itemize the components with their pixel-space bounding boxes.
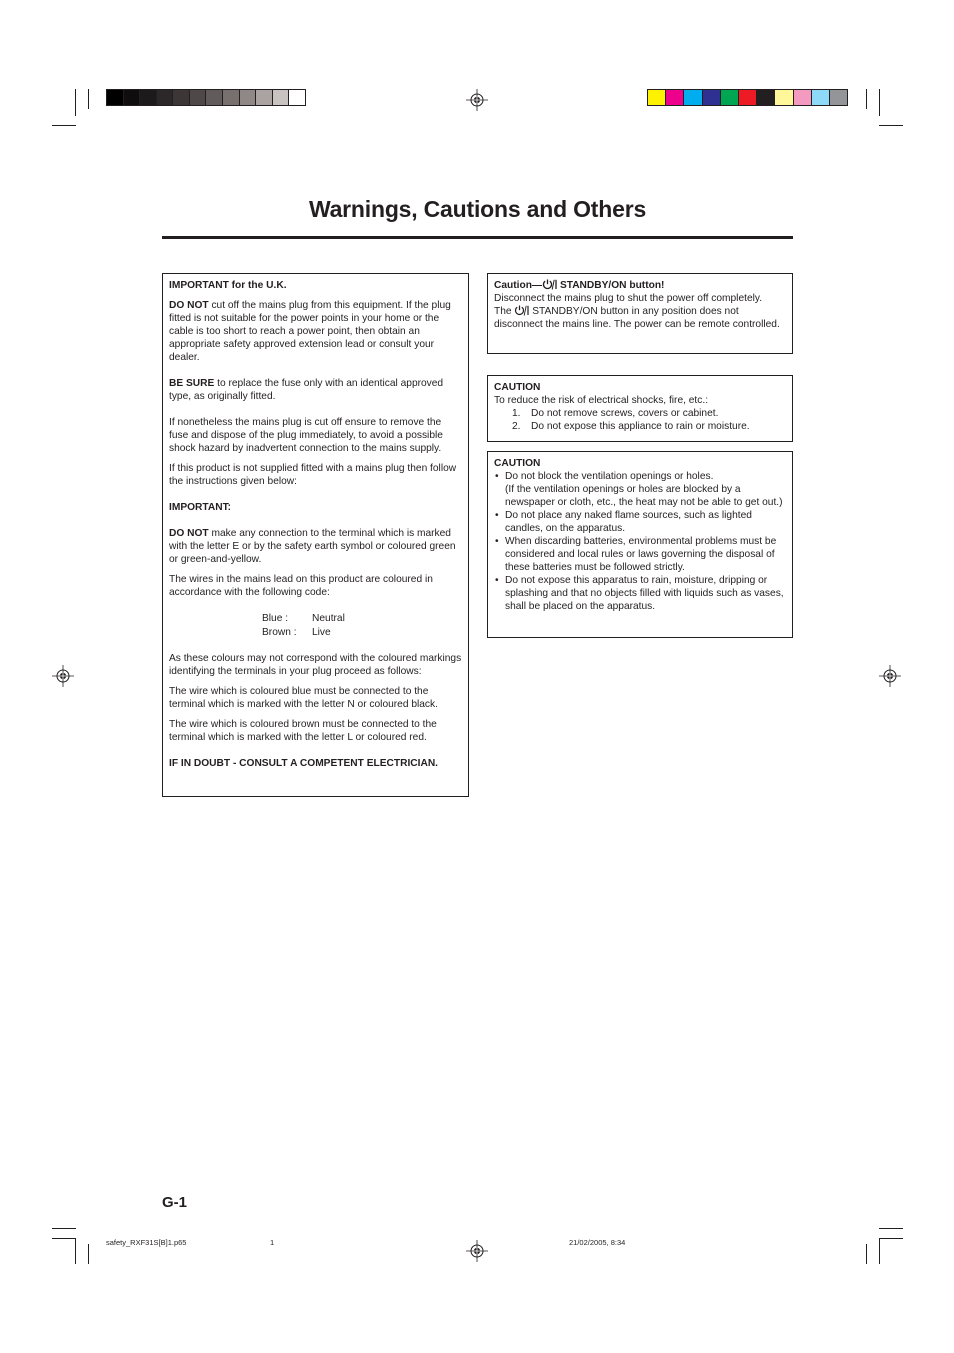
- crop-mark: [75, 1238, 76, 1264]
- uk-paragraph: The wire which is coloured brown must be connected to the terminal which is marked with the letter L or coloured red.: [169, 719, 437, 743]
- crop-mark: [52, 1238, 76, 1239]
- uk-doubt-warning: IF IN DOUBT - CONSULT A COMPETENT ELECTRICIAN.: [169, 758, 439, 769]
- footer-datetime: 21/02/2005, 8:34: [569, 1238, 626, 1247]
- crop-mark: [866, 1244, 867, 1264]
- color-swatch: [172, 90, 189, 105]
- color-swatch: [720, 90, 738, 105]
- standby-power-icon: [542, 279, 557, 290]
- list-item: • Do not place any naked flame sources, such as lighted candles, on the apparatus.: [494, 509, 786, 535]
- color-swatch: [272, 90, 289, 105]
- footer-filename: safety_RXF31S[B]1.p65: [106, 1238, 187, 1247]
- uk-paragraph: If this product is not supplied fitted with a mains plug then follow the instructions given below:: [169, 463, 457, 487]
- standby-heading: Caution— STANDBY/ON button!: [494, 280, 665, 291]
- color-swatch: [683, 90, 701, 105]
- uk-paragraph: DO NOT cut off the mains plug from this equipment. If the plug fitted is not suitable for the power points in your home or the cable is too short to reach a power point, then obtain an appropriate safety approved extension lead or consult your dealer.: [169, 300, 451, 363]
- crop-mark: [52, 1228, 76, 1229]
- caution-heading: CAUTION: [494, 458, 541, 469]
- page-number: G-1: [162, 1194, 188, 1211]
- footer-sheet: 1: [270, 1238, 275, 1247]
- grayscale-bar: [106, 89, 306, 106]
- color-swatch: [239, 90, 256, 105]
- color-swatch: [123, 90, 140, 105]
- caution-box-shock: [487, 375, 793, 442]
- crop-mark: [866, 89, 867, 109]
- list-item: 1. Do not remove screws, covers or cabinet.: [512, 408, 719, 419]
- registration-mark-icon: [879, 665, 901, 687]
- crop-mark: [879, 1238, 903, 1239]
- registration-mark-icon: [466, 1240, 488, 1262]
- uk-heading: IMPORTANT for the U.K.: [169, 280, 287, 291]
- uk-paragraph: As these colours may not correspond with the coloured markings identifying the terminals in your plug proceed as follows:: [169, 653, 462, 677]
- color-swatch: [738, 90, 756, 105]
- caution-box-ventilation: [487, 451, 793, 638]
- color-swatch: [139, 90, 156, 105]
- list-item: • Do not block the ventilation openings or holes. (If the ventilation openings or holes are blocked by a newspaper or cloth, etc., the heat may not be able to get out.): [494, 470, 786, 509]
- color-swatch: [107, 90, 123, 105]
- standby-power-icon: [514, 305, 529, 316]
- list-item: • When discarding batteries, environmental problems must be considered and local rules or laws governing the disposal of these batteries must be followed strictly.: [494, 535, 786, 574]
- list-item: • Do not expose this apparatus to rain, moisture, dripping or splashing and that no objects filled with liquids such as vases, shall be placed on the apparatus.: [494, 574, 786, 613]
- uk-paragraph: The wire which is coloured blue must be connected to the terminal which is marked with the letter N or coloured black.: [169, 686, 438, 710]
- color-swatch: [665, 90, 683, 105]
- standby-text: The STANDBY/ON button in any position does not disconnect the mains line. The power can be remote controlled.: [494, 306, 780, 330]
- color-swatch: [222, 90, 239, 105]
- color-swatch: [756, 90, 774, 105]
- wire-colour-codes: [262, 612, 462, 639]
- crop-mark: [879, 1238, 880, 1264]
- list-item: 2. Do not expose this appliance to rain or moisture.: [512, 421, 750, 432]
- crop-mark: [879, 1228, 903, 1229]
- crop-mark: [879, 125, 903, 126]
- uk-paragraph: BE SURE to replace the fuse only with an identical approved type, as originally fitted.: [169, 378, 444, 402]
- wire-code-row: Brown : Live: [262, 627, 331, 638]
- standby-caution-box: [487, 273, 793, 354]
- caution-intro: To reduce the risk of electrical shocks, fire, etc.:: [494, 395, 709, 406]
- uk-paragraph: The wires in the mains lead on this product are coloured in accordance with the following code:: [169, 574, 433, 598]
- color-swatch: [205, 90, 222, 105]
- page-title: Warnings, Cautions and Others: [308, 196, 647, 222]
- uk-important-heading: IMPORTANT:: [169, 502, 232, 513]
- uk-paragraph: If nonetheless the mains plug is cut off ensure to remove the fuse and dispose of the plug immediately, to avoid a possible shock hazard by inadvertent connection to the mains supply.: [169, 417, 443, 454]
- crop-mark: [88, 1244, 89, 1264]
- uk-paragraph: DO NOT make any connection to the terminal which is marked with the letter E or by the safety earth symbol or coloured green or green-and-yellow.: [169, 528, 456, 565]
- color-swatch: [811, 90, 829, 105]
- color-swatch: [189, 90, 206, 105]
- color-swatch: [774, 90, 792, 105]
- uk-safety-box: [162, 273, 469, 797]
- caution-heading: CAUTION: [494, 382, 541, 393]
- crop-mark: [879, 89, 880, 116]
- color-swatch: [255, 90, 272, 105]
- color-bar: [647, 89, 848, 106]
- color-swatch: [648, 90, 665, 105]
- registration-mark-icon: [466, 89, 488, 111]
- standby-text: Disconnect the mains plug to shut the power off completely.: [494, 293, 763, 304]
- caution-bullet-list: [494, 470, 786, 613]
- title-rule: [162, 236, 793, 239]
- crop-mark: [52, 125, 76, 126]
- color-swatch: [829, 90, 847, 105]
- color-swatch: [793, 90, 811, 105]
- color-swatch: [702, 90, 720, 105]
- color-swatch: [156, 90, 173, 105]
- crop-mark: [75, 89, 76, 116]
- caution-list: [494, 407, 786, 433]
- color-swatch: [288, 90, 305, 105]
- wire-code-row: Blue : Neutral: [262, 613, 345, 624]
- crop-mark: [88, 89, 89, 109]
- registration-mark-icon: [52, 665, 74, 687]
